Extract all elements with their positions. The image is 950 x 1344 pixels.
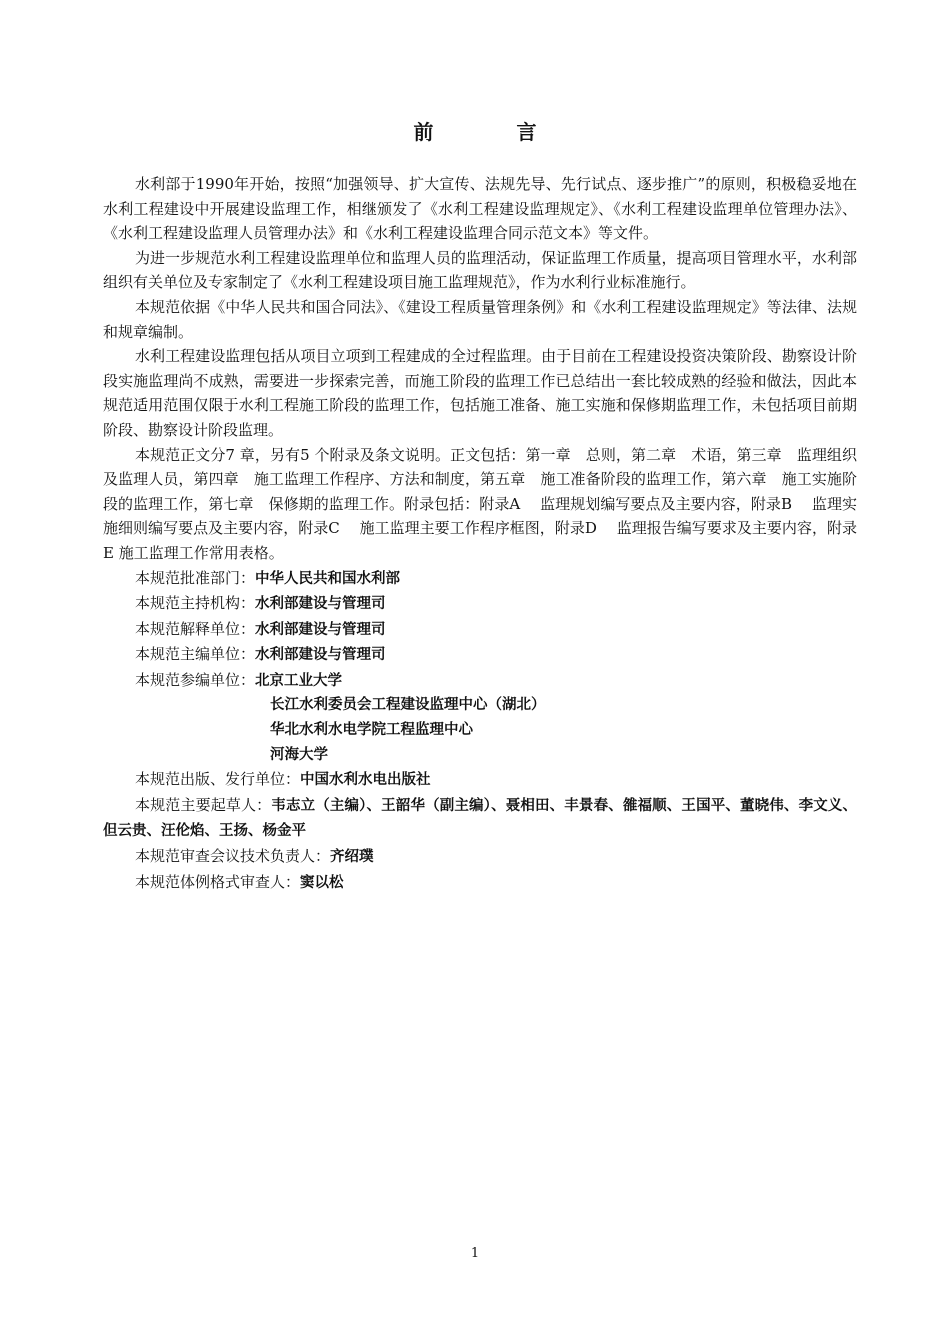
publisher-row <box>103 767 857 793</box>
drafters-row <box>103 793 857 844</box>
format-reviewer-row <box>103 870 857 896</box>
participating-unit-3: 华北水利水电学院工程监理中心 <box>270 722 473 739</box>
paragraph-3: 本规范依据《中华人民共和国合同法》、《建设工程质量管理条例》和《水利工程建设监理规定》等法律、法规和规章编制。 <box>103 297 857 341</box>
info-label: 本规范体例格式审查人： <box>135 872 301 891</box>
paragraph-2: 为进一步规范水利工程建设监理单位和监理人员的监理活动，保证监理工作质量，提高项目管理水平，水利部组织有关单位及专家制定了《水利工程建设项目施工监理规范》，作为水利行业标准施行。 <box>103 248 857 292</box>
info-label: 本规范主要起草人： <box>135 795 272 814</box>
info-value: 中国水利水电出版社 <box>300 772 431 789</box>
paragraph-1: 水利部于1990年开始，按照“加强领导、扩大宣传、法规先导、先行试点、逐步推广”的原则，积极稳妥地在水利工程建设中开展建设监理工作，相继颁发了《水利工程建设监理规定》、《水利工程建设监理单位管理办法》、《水利工程建设监理人员管理办法》和《水利工程建设监理合同示范文本》等文件。 <box>103 175 857 243</box>
info-value: 齐绍璞 <box>330 849 374 866</box>
approval-department-row <box>103 566 857 592</box>
page-title: 前 言 <box>413 120 575 144</box>
participating-unit-row <box>103 668 857 694</box>
info-value: 水利部建设与管理司 <box>255 596 386 613</box>
info-value: 水利部建设与管理司 <box>255 621 386 638</box>
info-value: 韦志立（主编）、王韶华（副主编）、聂相田、丰景春、雒福顺、王国平、董晓伟、李文义、但云贵、汪伦焰、王扬、杨金平 <box>103 797 857 840</box>
body-text <box>103 172 857 895</box>
info-value: 窦以松 <box>300 874 344 891</box>
info-value: 北京工业大学 <box>255 672 343 689</box>
participating-unit-2: 长江水利委员会工程建设监理中心（湖北） <box>270 697 546 714</box>
info-label: 本规范解释单位： <box>135 619 256 638</box>
info-label: 本规范出版、发行单位： <box>135 770 301 789</box>
host-organization-row <box>103 591 857 617</box>
info-label: 本规范主持机构： <box>135 594 256 613</box>
tech-lead-row <box>103 844 857 870</box>
info-label: 本规范批准部门： <box>135 568 256 587</box>
paragraph-4: 水利工程建设监理包括从项目立项到工程建成的全过程监理。由于目前在工程建设投资决策阶段、勘察设计阶段实施监理尚不成熟，需要进一步探索完善，而施工阶段的监理工作已总结出一套比较成熟的经验和做法，因此本规范适用范围仅限于水利工程施工阶段的监理工作，包括施工准备、施工实施和保修期监理工作，未包括项目前期阶段、勘察设计阶段监理。 <box>103 347 857 439</box>
info-value: 水利部建设与管理司 <box>255 647 386 664</box>
info-value: 中华人民共和国水利部 <box>255 570 401 587</box>
info-label: 本规范审查会议技术负责人： <box>135 847 331 866</box>
chief-editor-unit-row <box>103 642 857 668</box>
participating-unit-4: 河海大学 <box>270 746 328 763</box>
paragraph-5: 本规范正文分7 章，另有5 个附录及条文说明。正文包括：第一章 总则，第二章 术语，第三章 监理组织及监理人员，第四章 施工监理工作程序、方法和制度，第五章 施工准备阶段的监理工作，第六章 施工实施阶段的监理工作，第七章 保修期的监理工作。附录包括：附录A 监理规划编写要点及主要内容，附录B 监理实施细则编写要点及主要内容，附录C 施工监理主要工作程序框图，附录D 监理报告编写要求及主要内容，附录E 施工监理工作常用表格。 <box>103 445 857 562</box>
info-label: 本规范参编单位： <box>135 670 256 689</box>
interpretation-unit-row <box>103 617 857 643</box>
page-number: 1 <box>470 1246 480 1261</box>
info-label: 本规范主编单位： <box>135 645 256 664</box>
